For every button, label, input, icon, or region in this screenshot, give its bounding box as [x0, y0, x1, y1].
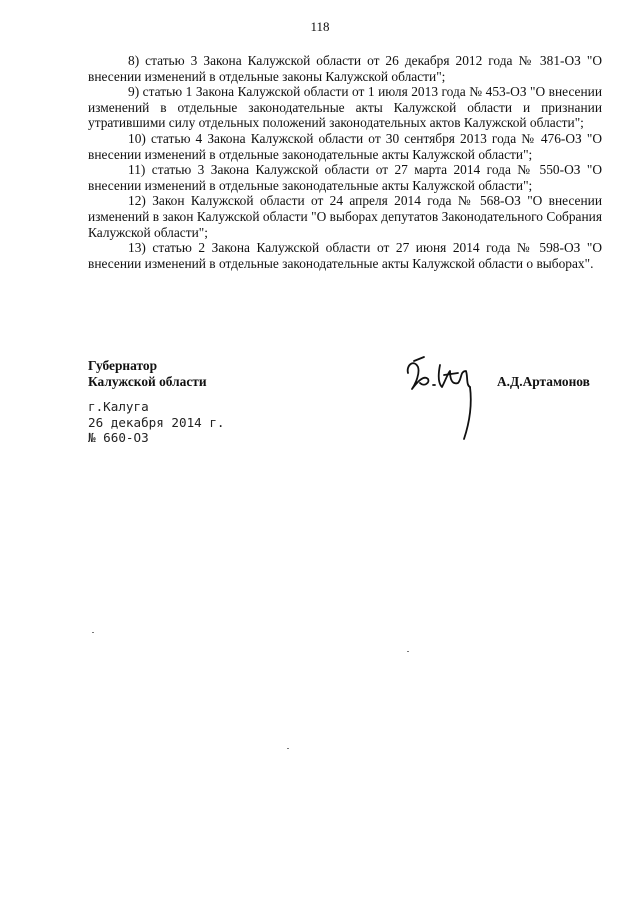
- list-item: 11) статью 3 Закона Калужской области от 27 марта 2014 года № 550-ОЗ "О внесении изменений в отдельные законодательные акты Калужской области";: [88, 162, 602, 193]
- list-item: 13) статью 2 Закона Калужской области от 27 июня 2014 года № 598-ОЗ "О внесении изменений в отдельные законодательные акты Калужской области о выборах".: [88, 240, 602, 271]
- registration-stamp: [88, 399, 224, 446]
- scan-speck: [407, 651, 409, 652]
- signatory-title-line: Губернатор: [88, 358, 158, 373]
- scan-speck: [287, 748, 289, 749]
- stamp-number: № 660-ОЗ: [88, 430, 149, 445]
- handwritten-signature: [400, 353, 490, 448]
- page-number: 118: [310, 19, 330, 34]
- list-item: 12) Закон Калужской области от 24 апреля 2014 года № 568-ОЗ "О внесении изменений в закон Калужской области "О выборах депутатов Законодательного Собрания Калужской области";: [88, 193, 602, 240]
- signatory-title-line: Калужской области: [88, 374, 207, 389]
- list-item: 9) статью 1 Закона Калужской области от 1 июля 2013 года № 453-ОЗ "О внесении изменений в отдельные законодательные акты Калужской области и признании утратившими силу отдельных положений законодательных актов Калужской области";: [88, 84, 602, 131]
- signatory-name: А.Д.Артамонов: [497, 374, 590, 389]
- list-item: 10) статью 4 Закона Калужской области от 30 сентября 2013 года № 476-ОЗ "О внесении изменений в отдельные законодательные акты Калужской области";: [88, 130, 602, 162]
- list-item: 8) статью 3 Закона Калужской области от 26 декабря 2012 года № 381-ОЗ "О внесении изменений в отдельные законы Калужской области";: [88, 53, 602, 84]
- law-items-list: [88, 53, 602, 271]
- stamp-date: 26 декабря 2014 г.: [88, 414, 225, 430]
- stamp-city: г.Калуга: [88, 399, 149, 414]
- scan-speck: [92, 632, 94, 633]
- signatory-title: [88, 358, 207, 390]
